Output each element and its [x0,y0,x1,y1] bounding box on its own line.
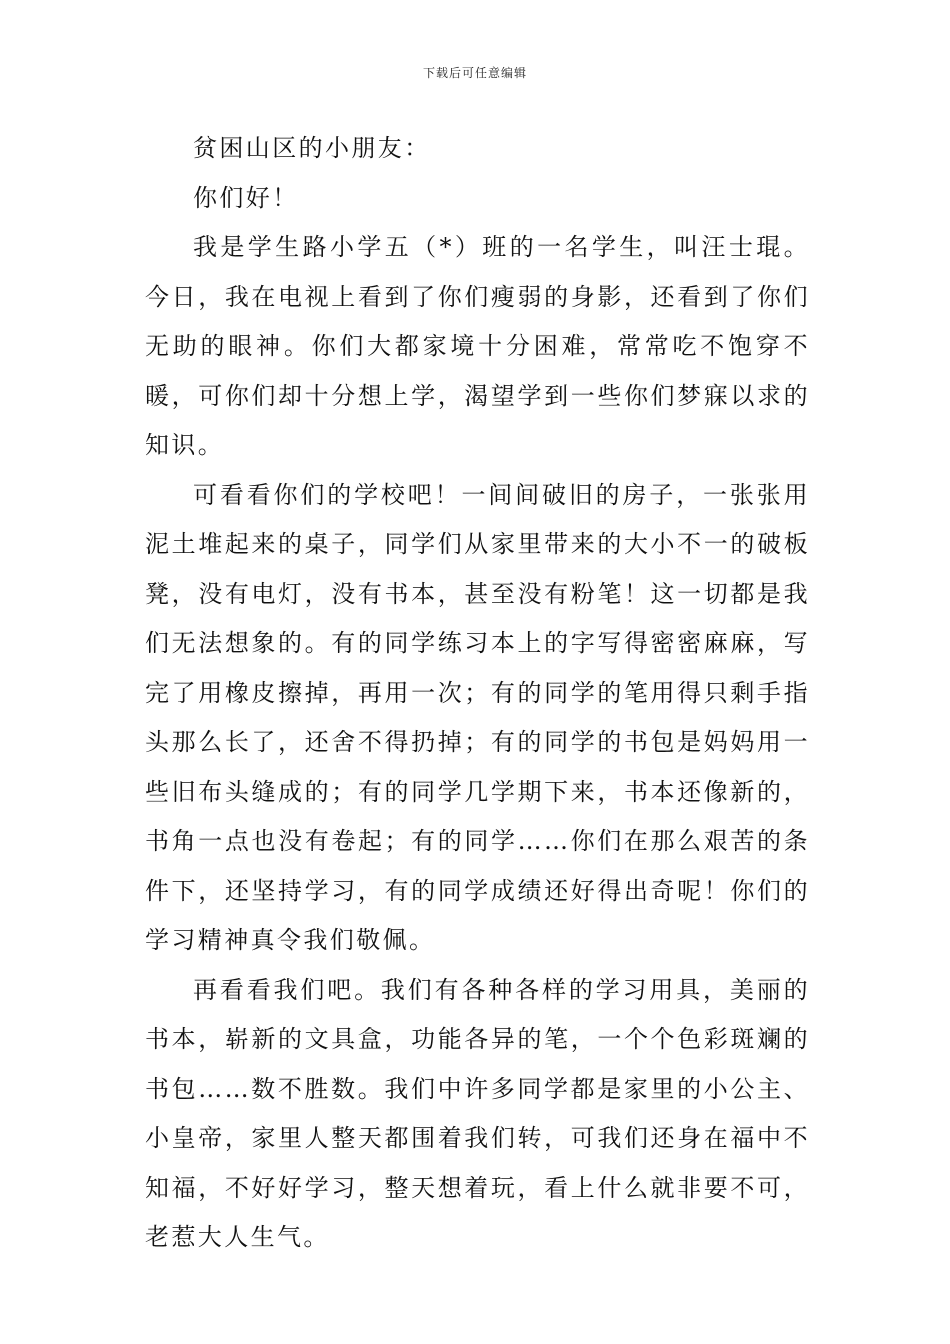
letter-body [145,124,810,1263]
paragraph: 可看看你们的学校吧！一间间破旧的房子，一张张用泥土堆起来的桌子，同学们从家里带来的大小不一的破板凳，没有电灯，没有书本，甚至没有粉笔！这一切都是我们无法想象的。有的同学练习本上的字写得密密麻麻，写完了用橡皮擦掉，再用一次；有的同学的笔用得只剩手指头那么长了，还舍不得扔掉；有的同学的书包是妈妈用一些旧布头缝成的；有的同学几学期下来，书本还像新的，书角一点也没有卷起；有的同学……你们在那么艰苦的条件下，还坚持学习，有的同学成绩还好得出奇呢！你们的学习精神真令我们敬佩。 [145,480,810,954]
salutation: 贫困山区的小朋友： [193,134,431,162]
page-header-note: 下载后可任意编辑 [422,66,527,80]
paragraph: 再看看我们吧。我们有各种各样的学习用具，美丽的书本，崭新的文具盒，功能各异的笔，一个个色彩斑斓的书包……数不胜数。我们中许多同学都是家里的小公主、小皇帝，家里人整天都围着我们转，可我们还身在福中不知福，不好好学习，整天想着玩，看上什么就非要不可，老惹大人生气。 [145,975,810,1251]
paragraph: 我是学生路小学五（*）班的一名学生，叫汪士琨。今日，我在电视上看到了你们瘦弱的身影，还看到了你们无助的眼神。你们大都家境十分困难，常常吃不饱穿不暖，可你们却十分想上学，渴望学到一些你们梦寐以求的知识。 [145,233,810,459]
greeting: 你们好！ [193,183,299,212]
